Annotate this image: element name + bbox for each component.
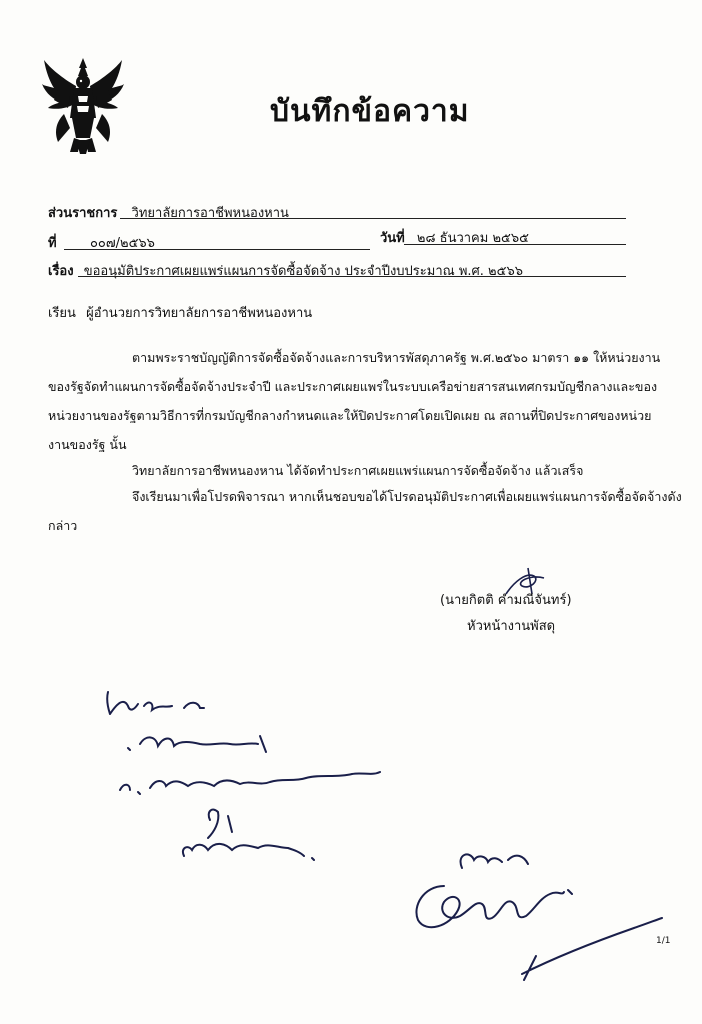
handwritten-note (100, 686, 400, 886)
director-signature (404, 846, 664, 986)
signatory-position: หัวหน้างานพัสดุ (467, 619, 556, 634)
subject-label: เรื่อง (48, 264, 74, 279)
subject-underline (78, 276, 626, 277)
date-label: วันที่ (380, 231, 405, 246)
department-row (48, 202, 289, 223)
ref-label: ที่ (48, 236, 57, 251)
body-paragraph-1-line-1: ตามพระราชบัญญัติการจัดซื้อจัดจ้างและการบริหารพัสดุภาครัฐ พ.ศ.๒๕๖๐ มาตรา ๑๑ ให้หน่วยงาน (132, 350, 661, 365)
date-underline (404, 244, 626, 245)
body-paragraph-2: วิทยาลัยการอาชีพหนองหาน ได้จัดทำประกาศเผยแพร่แผนการจัดซื้อจัดจ้าง แล้วเสร็จ (132, 463, 584, 478)
ref-value: ๐๐๗/๒๕๖๖ (90, 236, 155, 251)
salutation-label: เรียน (48, 306, 76, 321)
ref-underline (64, 249, 370, 250)
ref-row (48, 232, 57, 253)
department-label: ส่วนราชการ (48, 206, 118, 221)
date-value: ๒๘ ธันวาคม ๒๕๖๕ (416, 231, 529, 246)
department-value: วิทยาลัยการอาชีพหนองหาน (131, 206, 289, 221)
garuda-emblem-icon (40, 56, 126, 156)
memo-title: บันทึกข้อความ (270, 94, 470, 129)
body-paragraph-1-line-4: งานของรัฐ นั้น (48, 437, 127, 452)
page-number: 1/1 (656, 936, 671, 946)
body-paragraph-3-line-1: จึงเรียนมาเพื่อโปรดพิจารณา หากเห็นชอบขอได้โปรดอนุมัติประกาศเพื่อเผยแพร่แผนการจัดซื้อจัดจ้างดัง (132, 489, 682, 504)
salutation (48, 302, 312, 323)
department-underline (120, 218, 626, 219)
signatory-name: (นายกิตติ คำมณีจันทร์) (440, 593, 572, 608)
subject-value: ขออนุมัติประกาศเผยแพร่แผนการจัดซื้อจัดจ้าง ประจำปีงบประมาณ พ.ศ. ๒๕๖๖ (83, 264, 523, 279)
salutation-value: ผู้อำนวยการวิทยาลัยการอาชีพหนองหาน (86, 306, 313, 321)
body-paragraph-3-line-2: กล่าว (48, 518, 78, 533)
body-paragraph-1-line-3: หน่วยงานของรัฐตามวิธีการที่กรมบัญชีกลางกำหนดและให้ปิดประกาศโดยเปิดเผย ณ สถานที่ปิดประกาศของหน่วย (48, 408, 652, 423)
body-paragraph-1-line-2: ของรัฐจัดทำแผนการจัดซื้อจัดจ้างประจำปี และประกาศเผยแพร่ในระบบเครือข่ายสารสนเทศกรมบัญชีกลางและของ (48, 379, 658, 394)
subject-row (48, 260, 523, 281)
